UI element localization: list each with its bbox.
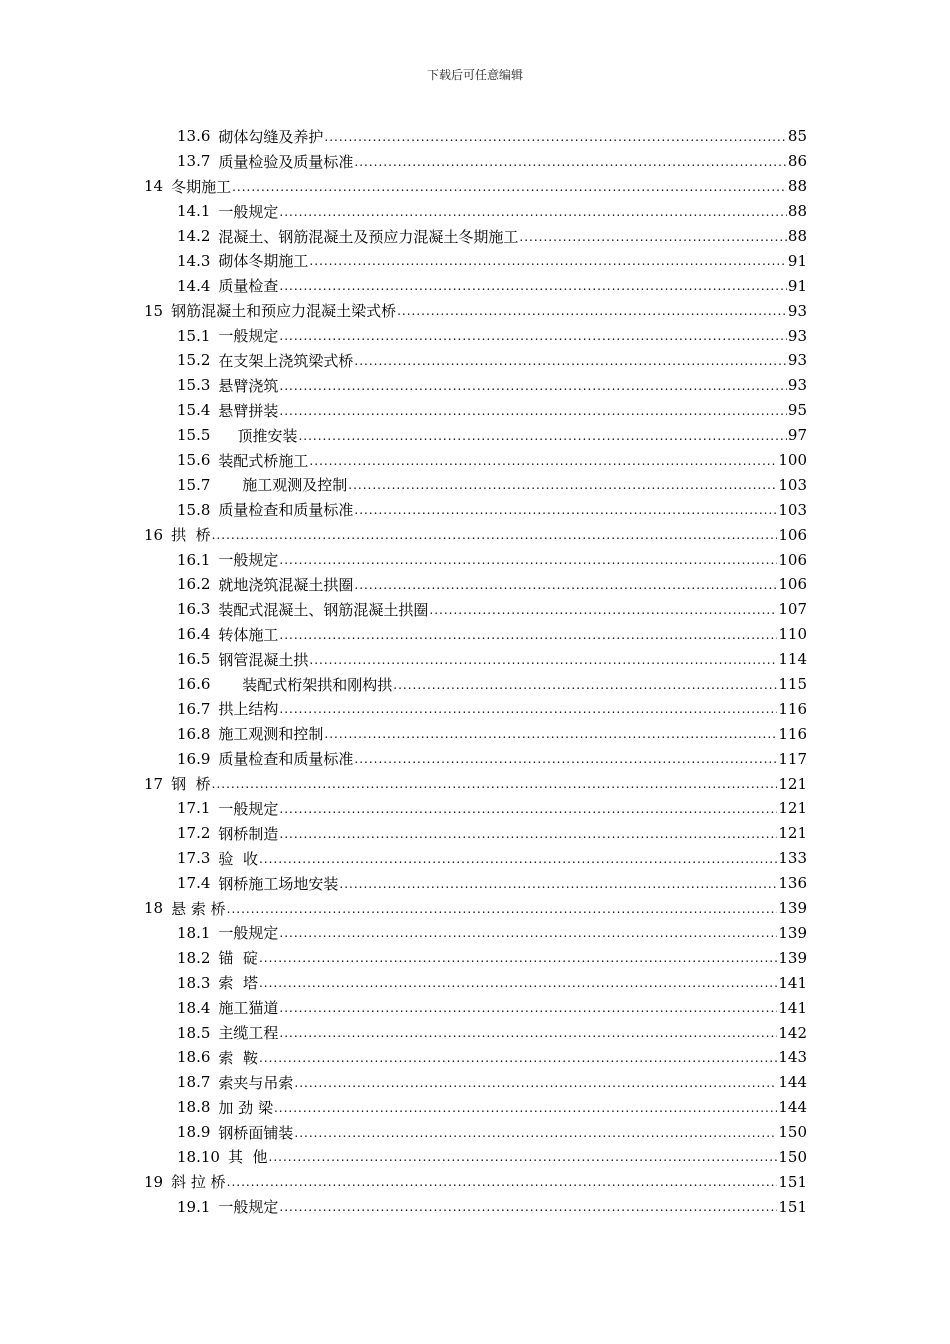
toc-entry-title: 质量检验及质量标准	[218, 152, 354, 171]
toc-entry-title: 悬臂拼装	[218, 401, 279, 420]
toc-entry-number: 18.3	[177, 973, 211, 992]
toc-entry[interactable]	[144, 547, 807, 572]
toc-entry-title: 钢管混凝土拱	[218, 650, 309, 669]
toc-entry-page: 150	[778, 1147, 807, 1166]
toc-entry[interactable]	[144, 323, 807, 348]
dot-leader	[279, 1024, 777, 1041]
toc-entry[interactable]	[144, 199, 807, 224]
toc-entry-page: 115	[778, 675, 807, 694]
toc-entry-title: 钢筋混凝土和预应力混凝土梁式桥	[171, 302, 397, 321]
toc-entry-page: 88	[787, 177, 807, 196]
dot-leader	[324, 725, 777, 742]
toc-entry[interactable]	[144, 1095, 807, 1120]
toc-entry-title: 质量检查和质量标准	[218, 501, 354, 520]
dot-leader	[397, 302, 787, 319]
toc-entry[interactable]	[144, 1020, 807, 1045]
toc-entry-number: 17	[144, 774, 164, 793]
toc-entry-page: 139	[778, 899, 807, 918]
toc-entry-number: 17.2	[177, 824, 211, 843]
toc-entry[interactable]	[144, 149, 807, 174]
toc-entry[interactable]	[144, 597, 807, 622]
toc-entry[interactable]	[144, 796, 807, 821]
toc-entry-number: 18.5	[177, 1023, 211, 1042]
toc-entry[interactable]	[144, 746, 807, 771]
dot-leader	[279, 203, 786, 220]
toc-entry-page: 88	[787, 202, 807, 221]
toc-entry[interactable]	[144, 373, 807, 398]
toc-entry-title: 加 劲 梁	[218, 1098, 273, 1117]
toc-entry-number: 15.4	[177, 401, 211, 420]
toc-entry-page: 103	[778, 475, 807, 494]
dot-leader	[259, 1049, 777, 1066]
toc-entry[interactable]	[144, 1169, 807, 1194]
toc-entry-title: 一般规定	[218, 924, 279, 943]
toc-entry[interactable]	[144, 721, 807, 746]
toc-entry[interactable]	[144, 224, 807, 249]
toc-entry-title: 索夹与吊索	[218, 1073, 294, 1092]
toc-entry-title: 验 收	[218, 849, 258, 868]
toc-entry-page: 121	[778, 774, 807, 793]
toc-entry-number: 18.4	[177, 998, 211, 1017]
toc-entry-page: 141	[778, 973, 807, 992]
toc-entry[interactable]	[144, 995, 807, 1020]
toc-entry[interactable]	[144, 970, 807, 995]
toc-entry-title: 装配式桁架拱和刚构拱	[218, 675, 393, 694]
toc-entry[interactable]	[144, 398, 807, 423]
toc-entry[interactable]	[144, 647, 807, 672]
toc-entry-number: 16.3	[177, 600, 211, 619]
toc-entry[interactable]	[144, 771, 807, 796]
toc-entry-page: 95	[787, 401, 807, 420]
toc-entry[interactable]	[144, 896, 807, 921]
toc-entry[interactable]	[144, 174, 807, 199]
toc-entry-number: 15.5	[177, 426, 211, 445]
toc-entry-number: 18.2	[177, 948, 211, 967]
toc-entry[interactable]	[144, 921, 807, 946]
toc-entry-number: 17.3	[177, 849, 211, 868]
toc-entry[interactable]	[144, 348, 807, 373]
toc-entry-title: 斜 拉 桥	[171, 1173, 226, 1192]
dot-leader	[309, 452, 777, 469]
toc-entry-page: 121	[778, 799, 807, 818]
toc-entry-number: 17.1	[177, 799, 211, 818]
toc-entry[interactable]	[144, 672, 807, 697]
toc-entry-title: 钢桥制造	[218, 824, 279, 843]
dot-leader	[298, 427, 786, 444]
dot-leader	[339, 875, 777, 892]
dot-leader	[324, 128, 786, 145]
toc-entry-number: 14.2	[177, 227, 211, 245]
toc-entry-number: 16.2	[177, 575, 211, 594]
dot-leader	[279, 800, 777, 817]
toc-entry-number: 16	[144, 525, 164, 544]
toc-entry-title: 一般规定	[218, 551, 279, 570]
toc-entry-page: 88	[787, 227, 807, 245]
toc-entry-page: 106	[778, 575, 807, 594]
toc-entry-page: 110	[778, 625, 807, 644]
dot-leader	[279, 327, 786, 344]
toc-entry[interactable]	[144, 472, 807, 497]
toc-entry-page: 107	[778, 600, 807, 619]
toc-entry-number: 16.5	[177, 650, 211, 669]
toc-entry-title: 悬臂浇筑	[218, 376, 279, 395]
dot-leader	[309, 651, 777, 668]
toc-entry-title: 一般规定	[218, 1198, 279, 1217]
toc-entry[interactable]	[144, 522, 807, 547]
toc-entry-number: 15.8	[177, 500, 211, 519]
dot-leader	[354, 750, 777, 767]
toc-entry-page: 86	[787, 152, 807, 171]
toc-entry[interactable]	[144, 1070, 807, 1095]
toc-entry-page: 142	[778, 1023, 807, 1042]
toc-entry-number: 16.9	[177, 749, 211, 768]
toc-entry-number: 15.2	[177, 351, 211, 370]
toc-entry[interactable]	[144, 448, 807, 473]
dot-leader	[279, 700, 777, 717]
toc-entry-page: 93	[787, 326, 807, 345]
dot-leader	[519, 228, 786, 245]
toc-entry-title: 一般规定	[218, 202, 279, 221]
toc-entry[interactable]	[144, 871, 807, 896]
toc-entry-title: 混凝土、钢筋混凝土及预应力混凝土冬期施工	[218, 227, 519, 246]
toc-entry-page: 139	[778, 923, 807, 942]
table-of-contents	[144, 124, 807, 1219]
toc-entry-number: 14.3	[177, 251, 211, 270]
toc-entry-title: 索 鞍	[218, 1048, 258, 1067]
toc-entry-title: 质量检查	[218, 277, 279, 296]
toc-entry-number: 16.8	[177, 724, 211, 743]
toc-entry-page: 116	[778, 699, 807, 718]
toc-entry-title: 钢桥施工场地安装	[218, 874, 339, 893]
toc-entry-number: 14	[144, 177, 164, 196]
toc-entry-page: 151	[778, 1197, 807, 1216]
toc-entry-page: 93	[787, 351, 807, 370]
dot-leader	[269, 1148, 778, 1165]
toc-entry-page: 106	[778, 550, 807, 569]
dot-leader	[354, 576, 777, 593]
toc-entry[interactable]	[144, 846, 807, 871]
toc-entry[interactable]	[144, 1194, 807, 1219]
dot-leader	[354, 501, 777, 518]
toc-entry[interactable]	[144, 497, 807, 522]
toc-entry-title: 施工猫道	[218, 999, 279, 1018]
toc-entry-number: 18.10	[177, 1147, 220, 1166]
toc-entry-title: 顶推安装	[218, 426, 298, 445]
toc-entry-number: 16.6	[177, 675, 211, 694]
dot-leader	[279, 1198, 777, 1215]
toc-entry[interactable]	[144, 696, 807, 721]
toc-entry-page: 117	[778, 749, 807, 768]
toc-entry-title: 钢 桥	[171, 775, 211, 794]
toc-entry-number: 19	[144, 1172, 164, 1191]
toc-entry[interactable]	[144, 298, 807, 323]
dot-leader	[393, 676, 777, 693]
toc-entry-title: 一般规定	[218, 327, 279, 346]
toc-entry-page: 143	[778, 1048, 807, 1067]
toc-entry[interactable]	[144, 1145, 807, 1170]
toc-entry-title: 一般规定	[218, 799, 279, 818]
dot-leader	[294, 1074, 777, 1091]
toc-entry-page: 114	[778, 650, 807, 669]
toc-entry-number: 15	[144, 301, 164, 320]
dot-leader	[279, 825, 777, 842]
toc-entry-title: 砌体勾缝及养护	[218, 127, 324, 146]
toc-entry-page: 91	[787, 251, 807, 270]
toc-entry-number: 15.1	[177, 326, 211, 345]
toc-entry-page: 103	[778, 500, 807, 519]
toc-entry-number: 18.9	[177, 1123, 211, 1142]
toc-entry-number: 18.8	[177, 1098, 211, 1117]
dot-leader	[348, 476, 777, 493]
toc-entry-title: 装配式混凝土、钢筋混凝土拱圈	[218, 600, 429, 619]
toc-entry-title: 其 他	[227, 1148, 268, 1167]
dot-leader	[227, 1173, 778, 1190]
toc-entry-title: 转体施工	[218, 625, 279, 644]
toc-entry-title: 施工观测及控制	[218, 476, 348, 495]
toc-entry-number: 13.6	[177, 127, 211, 146]
page-header: 下载后可任意编辑	[426, 68, 523, 82]
toc-entry-number: 18.7	[177, 1073, 211, 1092]
toc-entry-number: 15.7	[177, 475, 211, 494]
dot-leader	[354, 352, 786, 369]
toc-entry-page: 93	[787, 301, 807, 320]
toc-entry-title: 拱上结构	[218, 700, 279, 719]
dot-leader	[259, 949, 777, 966]
toc-entry-page: 150	[778, 1123, 807, 1142]
toc-entry-page: 97	[787, 426, 807, 445]
toc-entry-title: 主缆工程	[218, 1024, 279, 1042]
toc-entry-page: 133	[778, 849, 807, 868]
dot-leader	[259, 974, 777, 991]
toc-entry-number: 17.4	[177, 874, 211, 893]
toc-entry-page: 141	[778, 998, 807, 1017]
toc-entry-number: 15.3	[177, 376, 211, 395]
toc-entry-number: 14.1	[177, 202, 211, 221]
toc-entry-number: 18	[144, 899, 164, 918]
toc-entry-page: 91	[787, 276, 807, 295]
dot-leader	[354, 153, 786, 170]
dot-leader	[232, 178, 787, 195]
toc-entry-page: 93	[787, 376, 807, 395]
toc-entry-page: 139	[778, 948, 807, 967]
toc-entry[interactable]	[144, 423, 807, 448]
toc-entry-title: 质量检查和质量标准	[218, 750, 354, 769]
toc-entry[interactable]	[144, 622, 807, 647]
toc-entry[interactable]	[144, 1045, 807, 1070]
toc-entry-title: 索 塔	[218, 974, 258, 993]
toc-entry[interactable]	[144, 124, 807, 149]
toc-entry-number: 16.7	[177, 699, 211, 718]
toc-entry-number: 16.4	[177, 625, 211, 644]
toc-entry-title: 冬期施工	[171, 177, 232, 196]
toc-entry-page: 116	[778, 724, 807, 743]
toc-entry-title: 就地浇筑混凝土拱圈	[218, 575, 354, 594]
dot-leader	[212, 526, 778, 543]
dot-leader	[259, 850, 777, 867]
dot-leader	[279, 377, 786, 394]
toc-entry-number: 16.1	[177, 550, 211, 569]
dot-leader	[279, 924, 777, 941]
toc-entry-page: 100	[778, 451, 807, 470]
toc-entry[interactable]	[144, 1120, 807, 1145]
dot-leader	[309, 252, 786, 269]
dot-leader	[279, 277, 786, 294]
toc-entry-number: 18.6	[177, 1048, 211, 1067]
toc-entry-page: 144	[778, 1073, 807, 1092]
dot-leader	[274, 1099, 777, 1116]
toc-entry-page: 151	[778, 1172, 807, 1191]
toc-entry[interactable]	[144, 248, 807, 273]
toc-entry-title: 施工观测和控制	[218, 725, 324, 744]
dot-leader	[279, 626, 777, 643]
dot-leader	[279, 999, 777, 1016]
toc-entry-number: 15.6	[177, 451, 211, 470]
toc-entry[interactable]	[144, 572, 807, 597]
toc-entry-number: 14.4	[177, 276, 211, 295]
dot-leader	[429, 601, 777, 618]
toc-entry-title: 钢桥面铺装	[218, 1123, 294, 1142]
dot-leader	[279, 551, 777, 568]
toc-entry-title: 锚 碇	[218, 949, 258, 968]
dot-leader	[279, 402, 786, 419]
toc-entry-number: 13.7	[177, 152, 211, 171]
toc-entry-page: 144	[778, 1098, 807, 1117]
dot-leader	[227, 900, 778, 917]
toc-entry-title: 装配式桥施工	[218, 451, 309, 470]
toc-entry-title: 在支架上浇筑梁式桥	[218, 351, 354, 370]
toc-entry-number: 18.1	[177, 923, 211, 942]
toc-entry-page: 136	[778, 874, 807, 893]
toc-entry-title: 拱 桥	[171, 526, 211, 545]
toc-entry[interactable]	[144, 273, 807, 298]
toc-entry-title: 悬 索 桥	[171, 899, 226, 918]
toc-entry-number: 19.1	[177, 1197, 211, 1216]
toc-entry-page: 121	[778, 824, 807, 843]
toc-entry-page: 85	[787, 127, 807, 146]
toc-entry-page: 106	[778, 525, 807, 544]
toc-entry-title: 砌体冬期施工	[218, 252, 309, 271]
toc-entry[interactable]	[144, 821, 807, 846]
toc-entry[interactable]	[144, 945, 807, 970]
dot-leader	[294, 1124, 777, 1141]
dot-leader	[212, 775, 778, 792]
